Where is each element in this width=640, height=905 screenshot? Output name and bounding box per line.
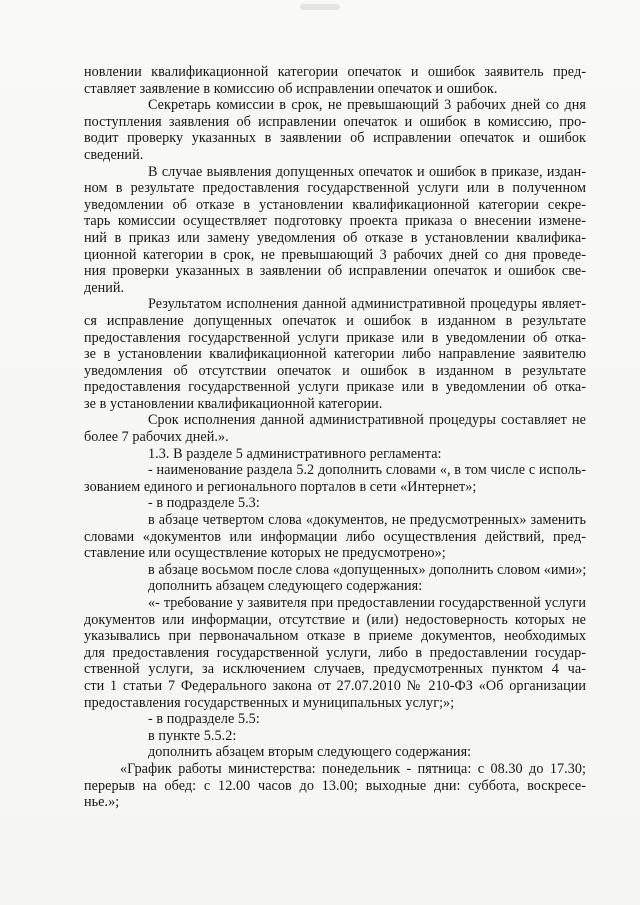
- document-body: [84, 64, 586, 811]
- text-line: уведомления об отсутствии опечаток и ошибок в изданном в результате: [84, 362, 586, 379]
- text-line: поступления заявления об исправлении опечаток и ошибок в комиссию, про-: [84, 113, 586, 130]
- text-line: ставление или осуществление которых не предусмотрено»;: [84, 545, 446, 562]
- text-line: Результатом исполнения данной административной процедуры являет-: [148, 296, 586, 313]
- text-line: дополнить абзацем следующего содержания:: [148, 578, 423, 595]
- text-line: «График работы министерства: понедельник - пятница: с 08.30 до 17.30;: [120, 760, 586, 777]
- text-line: зе в установлении квалификационной категории либо направление заявителю: [84, 346, 586, 363]
- text-line: Секретарь комиссии в срок, не превышающий 3 рабочих дней со дня: [148, 97, 586, 114]
- text-line: в абзаце четвертом слова «документов, не предусмотренных» заменить: [148, 512, 586, 529]
- text-line: ном в результате предоставления государственной услуги или в полученном: [84, 180, 586, 197]
- text-line: дений.: [84, 279, 125, 296]
- text-line: - в подразделе 5.5:: [148, 711, 260, 728]
- text-line: - в подразделе 5.3:: [148, 495, 260, 512]
- text-line: ний в приказ или замену уведомления об отказе в установлении квалифика-: [84, 229, 586, 246]
- text-line: водит проверку указанных в заявлении об исправлении опечаток и ошибок: [84, 130, 586, 147]
- text-line: ния проверки указанных в заявлении об исправлении опечаток и ошибок све-: [84, 263, 586, 280]
- text-line: уведомлении об отказе в установлении квалификационной категории секре-: [84, 196, 586, 213]
- text-line: «- требование у заявителя при предоставлении государственной услуги: [148, 595, 586, 611]
- text-line: сти 1 статьи 7 Федерального закона от 27.07.2010 № 210-ФЗ «Об организации: [84, 677, 586, 694]
- text-line: нье.»;: [84, 794, 120, 811]
- text-line: тарь комиссии осуществляет подготовку проекта приказа о внесении измене-: [84, 213, 586, 230]
- text-line: дополнить абзацем вторым следующего содержания:: [148, 744, 472, 761]
- text-line: предоставления государственной услуги приказе или в уведомлении об отка-: [84, 379, 586, 396]
- scan-artifact: [300, 4, 340, 10]
- text-line: сведений.: [84, 146, 144, 163]
- text-line: предоставления государственной услуги приказе или в уведомлении об отка-: [84, 329, 586, 346]
- text-line: для предоставления государственной услуги, либо в предоставлении государ-: [84, 644, 586, 661]
- text-line: перерыв на обед: с 12.00 часов до 13.00; выходные дни: суббота, воскресе-: [84, 777, 586, 794]
- text-line: В случае выявления допущенных опечаток и ошибок в приказе, издан-: [148, 163, 586, 180]
- text-line: ся исправление допущенных опечаток и ошибок в изданном в результате: [84, 312, 586, 329]
- text-line: - наименование раздела 5.2 дополнить словами «, в том числе с исполь-: [148, 462, 586, 479]
- text-line: Срок исполнения данной административной процедуры составляет не: [148, 412, 586, 429]
- text-line: зе в установлении квалификационной категории.: [84, 395, 383, 412]
- text-line: более 7 рабочих дней.».: [84, 429, 229, 446]
- text-line: документов или информации, отсутствие и (или) недостоверность которых не: [84, 611, 586, 628]
- text-line: в абзаце восьмом после слова «допущенных» дополнить словом «ими»;: [148, 561, 587, 578]
- text-line: словами «документов или информации либо осуществления действий, пред-: [84, 528, 586, 545]
- text-line: зованием единого и регионального порталов в сети «Интернет»;: [84, 478, 477, 495]
- text-line: в пункте 5.5.2:: [148, 727, 237, 744]
- text-line: указывались при первоначальном отказе в приеме документов, необходимых: [84, 628, 586, 645]
- text-line: новлении квалификационной категории опечаток и ошибок заявитель пред-: [84, 64, 586, 80]
- text-line: 1.3. В разделе 5 административного регламента:: [148, 445, 442, 462]
- text-line: предоставления государственных и муниципальных услуг;»;: [84, 694, 455, 711]
- text-line: ставляет заявление в комиссию об исправлении опечаток и ошибок.: [84, 80, 498, 97]
- text-line: ционной категории в срок, не превышающий 3 рабочих дней со дня проведе-: [84, 246, 586, 263]
- text-line: ственной услуги, за исключением случаев, предусмотренных пунктом 4 ча-: [84, 661, 586, 678]
